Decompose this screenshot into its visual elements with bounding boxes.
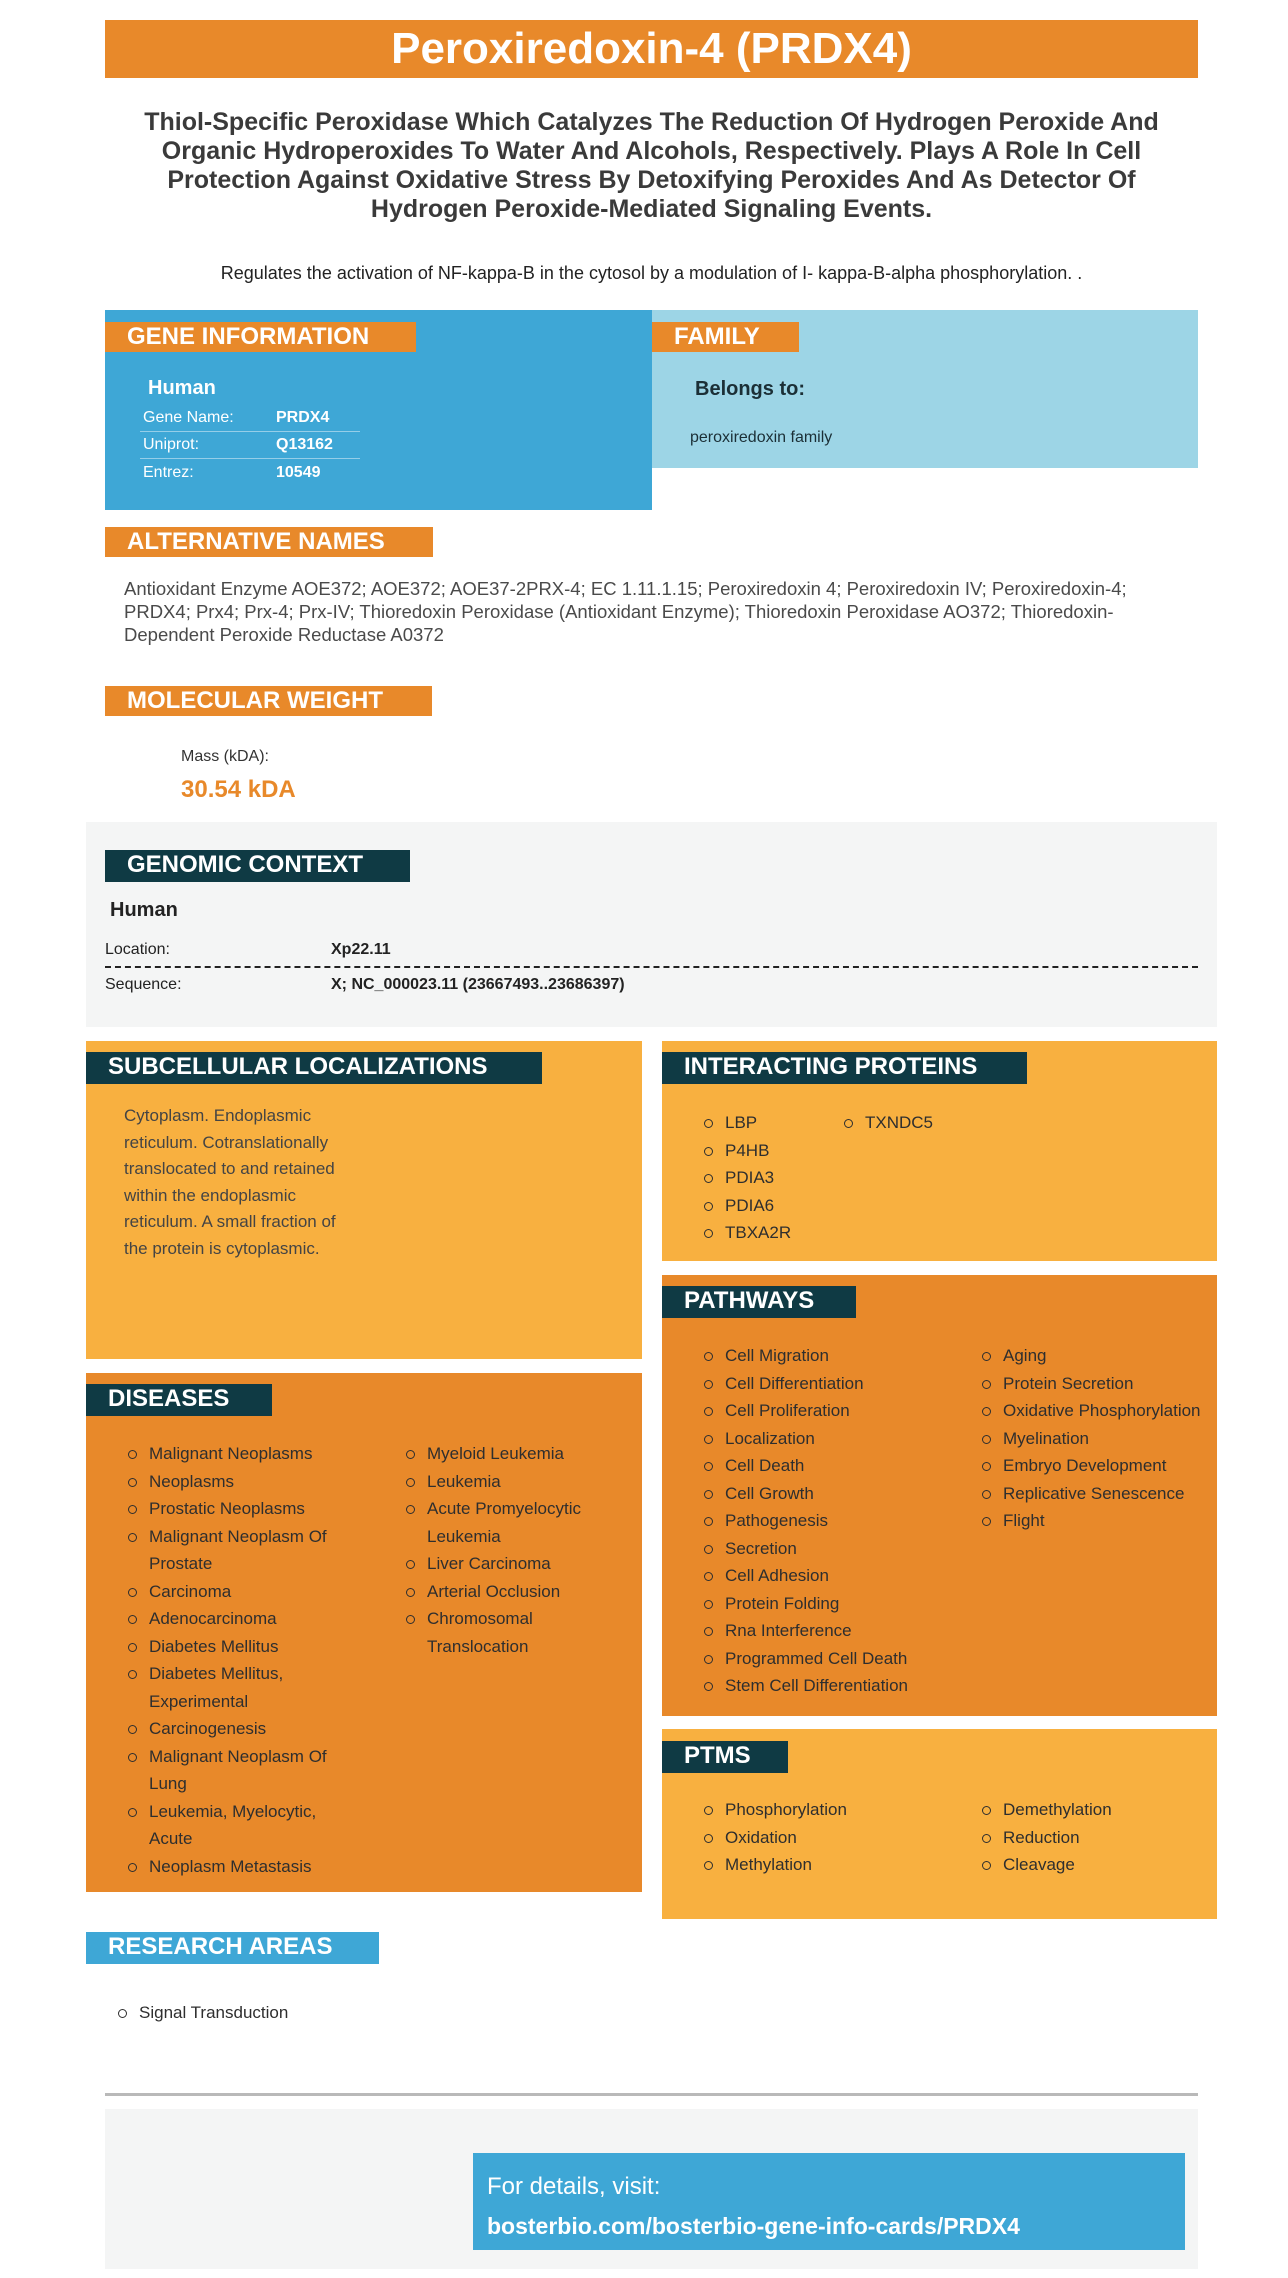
protein-summary: Thiol-Specific Peroxidase Which Catalyzes The Reduction Of Hydrogen Peroxide And Organic Hydroperoxides To Water And Alcohols, Respectively. Plays A Role In Cell Protection Against Oxidative Stress By Detoxifying Peroxides And As Detector Of Hydrogen Peroxide-Mediated Signaling Events. [144, 108, 1159, 223]
ptms-list-2 [978, 1796, 1112, 1879]
gene-name-row [140, 405, 360, 432]
entrez-row [140, 459, 360, 486]
family-heading: FAMILY [652, 322, 799, 352]
genomic-context-heading: GENOMIC CONTEXT [105, 850, 410, 882]
mass-label: Mass (kDA): [181, 748, 269, 765]
list-item: Flight [978, 1507, 1208, 1535]
list-item: LBP [700, 1109, 791, 1137]
list-item: Leukemia [402, 1468, 627, 1496]
list-item: Adenocarcinoma [124, 1605, 349, 1633]
list-item: Myelination [978, 1425, 1208, 1453]
gene-information-heading: GENE INFORMATION [105, 322, 416, 352]
pathways-heading: PATHWAYS [662, 1286, 856, 1318]
entrez-value: 10549 [276, 463, 321, 481]
diseases-list-2 [402, 1440, 627, 1660]
list-item: Demethylation [978, 1796, 1112, 1824]
interacting-proteins-list-2 [840, 1109, 933, 1137]
list-item: Cell Growth [700, 1480, 960, 1508]
list-item: Stem Cell Differentiation [700, 1672, 960, 1700]
list-item: Localization [700, 1425, 960, 1453]
list-item: Cell Migration [700, 1342, 960, 1370]
list-item: Malignant Neoplasms [124, 1440, 349, 1468]
interacting-proteins-heading: INTERACTING PROTEINS [662, 1052, 1027, 1084]
list-item: Protein Secretion [978, 1370, 1208, 1398]
list-item: Secretion [700, 1535, 960, 1563]
genomic-species: Human [110, 899, 178, 921]
list-item: Prostatic Neoplasms [124, 1495, 349, 1523]
list-item: Neoplasms [124, 1468, 349, 1496]
list-item: Acute Promyelocytic Leukemia [402, 1495, 627, 1550]
list-item: Signal Transduction [114, 1999, 288, 2027]
location-row [105, 934, 1198, 968]
list-item: Liver Carcinoma [402, 1550, 627, 1578]
location-label: Location: [105, 941, 170, 958]
sequence-value: X; NC_000023.11 (23667493..23686397) [331, 976, 625, 993]
protein-function: Regulates the activation of NF-kappa-B in the cytosol by a modulation of I- kappa-B-alpha phosphorylation. . [220, 263, 1083, 283]
list-item: Pathogenesis [700, 1507, 960, 1535]
list-item: Carcinogenesis [124, 1715, 349, 1743]
subcellular-heading: SUBCELLULAR LOCALIZATIONS [86, 1052, 542, 1084]
list-item: TBXA2R [700, 1219, 791, 1247]
uniprot-value: Q13162 [276, 436, 333, 453]
uniprot-label: Uniprot: [143, 436, 200, 453]
page-title: Peroxiredoxin-4 (PRDX4) [105, 20, 1198, 78]
list-item: Replicative Senescence [978, 1480, 1208, 1508]
family-belongs-label: Belongs to: [695, 378, 805, 400]
gene-species: Human [148, 377, 216, 399]
entrez-label: Entrez: [143, 463, 194, 481]
alternative-names-heading: ALTERNATIVE NAMES [105, 527, 433, 557]
list-item: TXNDC5 [840, 1109, 933, 1137]
list-item: Malignant Neoplasm Of Prostate [124, 1523, 349, 1578]
list-item: PDIA6 [700, 1192, 791, 1220]
mass-value: 30.54 kDA [181, 776, 296, 803]
family-value: peroxiredoxin family [690, 429, 833, 446]
diseases-heading: DISEASES [86, 1384, 272, 1416]
list-item: Cell Death [700, 1452, 960, 1480]
list-item: Phosphorylation [700, 1796, 847, 1824]
sequence-label: Sequence: [105, 976, 182, 993]
details-link[interactable]: bosterbio.com/bosterbio-gene-info-cards/PRDX4 [487, 2213, 1020, 2239]
list-item: Leukemia, Myelocytic, Acute [124, 1798, 349, 1853]
research-areas-heading: RESEARCH AREAS [86, 1932, 379, 1964]
subcellular-text: Cytoplasm. Endoplasmic reticulum. Cotranslationally translocated to and retained within the endoplasmic reticulum. A small fraction of the protein is cytoplasmic. [124, 1106, 336, 1258]
list-item: Carcinoma [124, 1578, 349, 1606]
diseases-list-1 [124, 1440, 349, 1880]
list-item: Diabetes Mellitus [124, 1633, 349, 1661]
list-item: Cell Adhesion [700, 1562, 960, 1590]
list-item: Arterial Occlusion [402, 1578, 627, 1606]
list-item: Embryo Development [978, 1452, 1208, 1480]
gene-name-value: PRDX4 [276, 409, 330, 426]
pathways-list-2 [978, 1342, 1208, 1535]
list-item: Protein Folding [700, 1590, 960, 1618]
list-item: P4HB [700, 1137, 791, 1165]
list-item: Neoplasm Metastasis [124, 1853, 349, 1881]
sequence-row [105, 968, 1198, 1002]
list-item: Cleavage [978, 1851, 1112, 1879]
divider [105, 2093, 1198, 2096]
location-value: Xp22.11 [331, 941, 391, 958]
list-item: Methylation [700, 1851, 847, 1879]
list-item: Aging [978, 1342, 1208, 1370]
pathways-list-1 [700, 1342, 960, 1700]
list-item: Reduction [978, 1824, 1112, 1852]
list-item: PDIA3 [700, 1164, 791, 1192]
details-link-box[interactable] [473, 2153, 1185, 2250]
research-areas-list [114, 1999, 288, 2027]
gene-info-table [140, 405, 360, 486]
list-item: Myeloid Leukemia [402, 1440, 627, 1468]
ptms-heading: PTMS [662, 1741, 788, 1773]
uniprot-row [140, 432, 360, 459]
interacting-proteins-list-1 [700, 1109, 791, 1247]
list-item: Oxidation [700, 1824, 847, 1852]
ptms-list-1 [700, 1796, 847, 1879]
molecular-weight-heading: MOLECULAR WEIGHT [105, 686, 432, 716]
list-item: Diabetes Mellitus, Experimental [124, 1660, 349, 1715]
list-item: Chromosomal Translocation [402, 1605, 627, 1660]
list-item: Programmed Cell Death [700, 1645, 960, 1673]
details-label: For details, visit: [487, 2173, 661, 2200]
list-item: Cell Differentiation [700, 1370, 960, 1398]
gene-name-label: Gene Name: [143, 409, 234, 426]
list-item: Oxidative Phosphorylation [978, 1397, 1208, 1425]
list-item: Malignant Neoplasm Of Lung [124, 1743, 349, 1798]
alternative-names-text: Antioxidant Enzyme AOE372; AOE372; AOE37-2PRX-4; EC 1.11.1.15; Peroxiredoxin 4; Peroxiredoxin IV; Peroxiredoxin-4; PRDX4; Prx4; Prx-4; Prx-IV; Thioredoxin Peroxidase (Antioxidant Enzyme); Thioredoxin Peroxidase AO372; Thioredoxin-Dependent Peroxide Reductase A0372 [124, 578, 1127, 645]
list-item: Rna Interference [700, 1617, 960, 1645]
list-item: Cell Proliferation [700, 1397, 960, 1425]
